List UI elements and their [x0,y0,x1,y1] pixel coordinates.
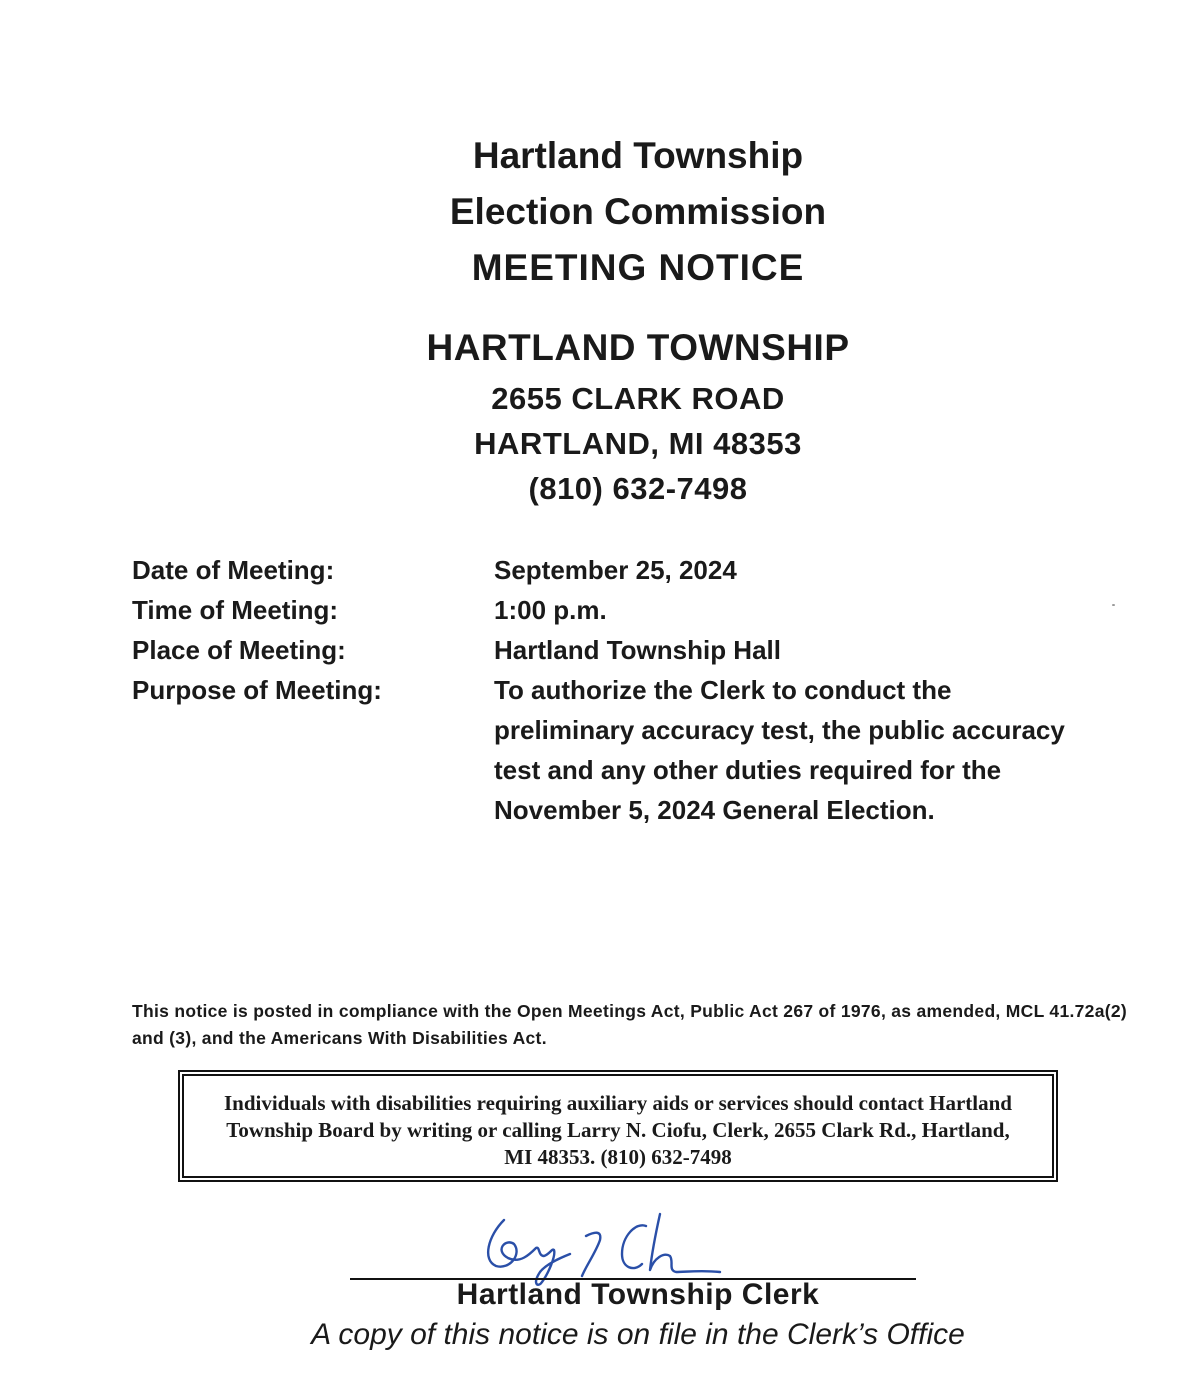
date-value: September 25, 2024 [494,555,737,585]
ada-notice-text: Individuals with disabilities requiring auxiliary aids or services should contact Hartland Township Board by writing or calling Larry N. Ciofu, Clerk, 2655 Clark Rd., Hartland, MI 48353. (810) 632-7498 [182,1074,1054,1178]
time-value: 1:00 p.m. [494,595,607,625]
date-row [132,550,1132,590]
title-line-meeting-notice: MEETING NOTICE [471,247,805,288]
place-value: Hartland Township Hall [494,635,781,665]
signer-title: Hartland Township Clerk [456,1278,820,1311]
place-label: Place of Meeting: [132,635,346,665]
purpose-label: Purpose of Meeting: [132,675,382,705]
title-line-commission: Election Commission [449,191,827,232]
address-city: HARTLAND, MI 48353 [474,426,802,461]
file-note: A copy of this notice is on file in the Clerk’s Office [311,1318,965,1351]
place-row [132,630,1132,670]
organization-name: HARTLAND TOWNSHIP [426,327,850,368]
purpose-value: To authorize the Clerk to conduct the preliminary accuracy test, the public accuracy test and any other duties required for the November 5, 2024 General Election. [494,675,1065,825]
time-row [132,590,1132,630]
address-street: 2655 CLARK ROAD [491,381,785,416]
address-phone: (810) 632-7498 [528,471,748,506]
title-line-township: Hartland Township [472,135,804,176]
organization-address [0,376,1200,511]
purpose-row [132,670,1132,830]
scan-speck [1112,604,1115,606]
ada-notice-box [178,1070,1058,1182]
notice-title [0,128,1200,296]
time-label: Time of Meeting: [132,595,339,625]
meeting-details [132,550,1132,830]
date-label: Date of Meeting: [132,555,335,585]
compliance-notice: This notice is posted in compliance with the Open Meetings Act, Public Act 267 of 1976, as amended, MCL 41.72a(2) and (3), and the Americans With Disabilities Act. [132,1001,1128,1048]
